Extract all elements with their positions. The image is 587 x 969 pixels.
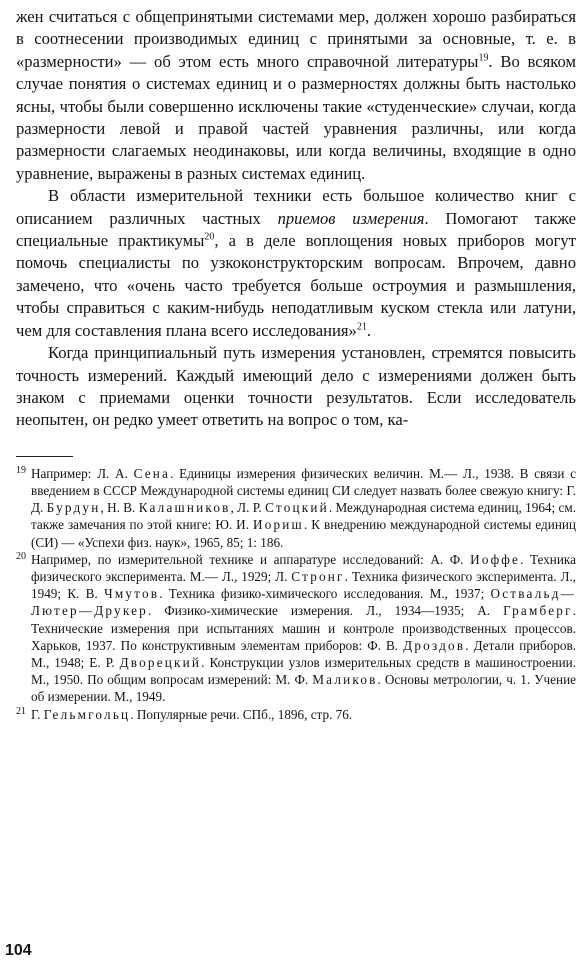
author-name: Оствальд—Лютер—Друкер bbox=[31, 586, 576, 619]
text-run: . Детали приборов. М., 1948; Е. Р. bbox=[31, 637, 576, 670]
text-run: . Техника физического эксперимента. Л., 1949; К. В. bbox=[31, 568, 576, 602]
footnote bbox=[16, 465, 576, 551]
author-name: Иориш bbox=[252, 517, 304, 533]
text-run: . К внедрению международной системы единиц (СИ) — «Успехи физ. наук», 1965, 85; 1: 186. bbox=[31, 517, 576, 550]
text-run: жен считаться с общепринятыми системами мер, должен хорошо разбираться в соотнесении производимых единиц с принятыми за основные, т. е. в «размерности» — об этом есть много справочной литературы bbox=[16, 7, 576, 71]
page-number: 104 bbox=[5, 942, 32, 959]
footnote-text bbox=[31, 706, 576, 723]
footnote-number: 19 bbox=[16, 464, 26, 476]
footnote-ref: 21 bbox=[356, 321, 367, 333]
author-name: Гельмгольц bbox=[43, 706, 131, 722]
book-page bbox=[16, 6, 576, 723]
footnote bbox=[16, 551, 576, 706]
text-run: . Технические измерения при испытаниях машин и контроле производственных процессов. Харьков, 1937. По конструктивным элементам приборов: Ф. В. bbox=[31, 603, 576, 653]
text-run: . Международная система единиц, 1964; см. также замечания по этой книге: Ю. И. bbox=[31, 500, 577, 533]
footnote-text bbox=[31, 465, 576, 551]
text-run: . Основы метрологии, ч. 1. Учение об измерении. М., 1949. bbox=[31, 672, 576, 705]
footnote-divider bbox=[16, 456, 73, 457]
text-run: , Н. В. bbox=[100, 500, 139, 516]
author-name: Стоцкий bbox=[265, 500, 329, 516]
text-run: Г. bbox=[31, 706, 44, 722]
author-name: Дроздов bbox=[403, 637, 466, 653]
paragraph bbox=[16, 6, 576, 185]
footnote-ref: 19 bbox=[478, 52, 489, 64]
author-name: Грамберг bbox=[503, 603, 573, 619]
footnote-number: 21 bbox=[16, 705, 26, 717]
paragraph bbox=[16, 342, 576, 432]
text-run: . Техника физико-химического исследования. М., 1937; bbox=[159, 586, 491, 602]
text-run: Например, по измерительной технике и аппаратуре исследований: А. Ф. bbox=[31, 551, 471, 567]
author-name: Калашников bbox=[138, 500, 231, 516]
text-run: . Во всяком случае понятия о системах единиц и о размерностях должны быть настолько ясны, чтобы были совершенно исключены такие «студенческие» случаи, когда размерности левой и правой частей уравнения различны, или когда размерности слагаемых неодинаковы, или когда величины, входящие в одно уравнение, выражены в разных системах единиц. bbox=[16, 51, 576, 183]
footnote-ref: 20 bbox=[204, 231, 215, 243]
text-run: . Техника физического эксперимента. М.— Л., 1929; Л. bbox=[31, 551, 576, 584]
author-name: Маликов bbox=[312, 672, 378, 688]
text-run: Когда принципиальный путь измерения установлен, стремятся повысить точность измерений. Каждый имеющий дело с измерениями должен быть знаком с приемами оценки точности результатов. Если исследователь неопытен, он редко умеет ответить на вопрос о том, ка- bbox=[16, 343, 576, 430]
author-name: Стронг bbox=[291, 568, 345, 584]
author-name: Сена bbox=[133, 465, 171, 481]
footnotes bbox=[16, 465, 576, 723]
text-run: Например: Л. А. bbox=[31, 465, 134, 481]
text-run: . bbox=[366, 320, 371, 340]
author-name: Чмутов bbox=[104, 586, 160, 602]
text-run: . Конструкции узлов измерительных средств в машиностроении. М., 1950. По общим вопросам измерений: М. Ф. bbox=[31, 654, 576, 688]
text-run: В области измерительной техники есть большое количество книг с описанием различных частных bbox=[16, 186, 576, 228]
author-name: Дворецкий bbox=[119, 654, 202, 670]
text-run: , а в деле воплощения новых приборов могут помочь специалисты по узкоконструкторским вопросам. Впрочем, давно замечено, что «очень часто требуется больше остроумия и размышления, чтобы справиться с каким-нибудь неподатливым куском стекла или латуни, чем для составления плана всего исследования» bbox=[16, 231, 576, 340]
text-run: . Помогают также специальные практикумы bbox=[16, 208, 576, 251]
author-name: Бурдун bbox=[46, 500, 101, 516]
author-name: Иоффе bbox=[470, 551, 521, 567]
text-run: . Единицы измерения физических величин. М.— Л., 1938. В связи с введением в СССР Международной системы единиц СИ следует назвать более свежую книгу: Г. Д. bbox=[31, 465, 576, 516]
footnote bbox=[16, 706, 576, 723]
footnote-number: 20 bbox=[16, 550, 26, 562]
text-run: , Л. Р. bbox=[230, 500, 266, 516]
main-text bbox=[16, 6, 576, 432]
text-run: . Физико-химические измерения. Л., 1934—1935; А. bbox=[147, 603, 504, 619]
text-run: . Популярные речи. СПб., 1896, стр. 76. bbox=[130, 706, 353, 722]
paragraph bbox=[16, 185, 576, 342]
footnote-text bbox=[31, 551, 576, 706]
emphasis: приемов измерения bbox=[277, 208, 425, 228]
